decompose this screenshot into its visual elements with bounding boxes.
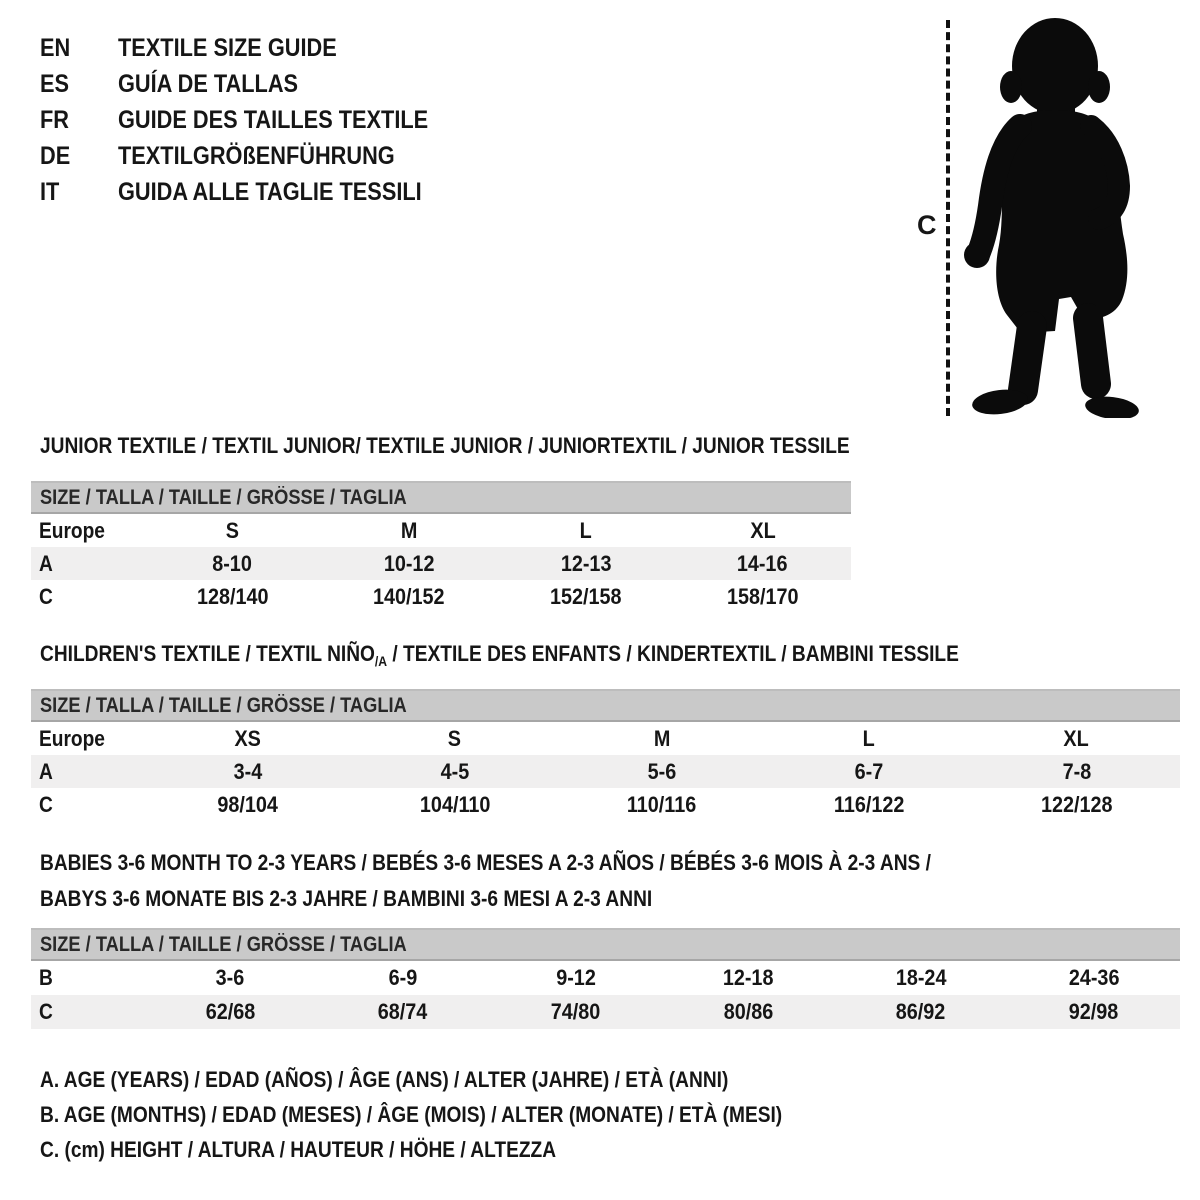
height-range-cell: 104/110: [419, 791, 491, 817]
age-range-cell: 3-4: [233, 758, 262, 784]
junior-size-header-bar: [31, 481, 851, 514]
age-range-cell: 12-13: [560, 550, 612, 576]
children-size-header-bar: [31, 689, 1180, 722]
children-title-suffix: / TEXTILE DES ENFANTS / KINDERTEXTIL / BAMBINI TESSILE: [387, 641, 959, 666]
age-range-cell: 4-5: [440, 758, 470, 784]
measure-legend: [40, 1062, 893, 1167]
height-range-cell: 140/152: [373, 583, 445, 609]
babies-section-title: [40, 845, 1064, 917]
row-label: A: [39, 758, 53, 784]
language-row: [40, 174, 475, 210]
children-row-height: [31, 788, 1180, 821]
height-range-cell: 152/158: [550, 583, 622, 609]
height-range-cell: 86/92: [896, 999, 946, 1024]
junior-columns-row: [31, 514, 851, 547]
junior-row-age: [31, 547, 851, 580]
children-columns-row: [31, 722, 1180, 755]
region-label: Europe: [39, 725, 105, 751]
babies-row-months: [31, 961, 1180, 995]
babies-size-header-bar: [31, 928, 1180, 961]
age-range-cell: 12-18: [723, 965, 774, 990]
language-row: [40, 138, 475, 174]
language-code: EN: [40, 33, 71, 62]
size-column-header: L: [863, 725, 876, 751]
size-column-header: M: [400, 517, 418, 543]
age-range-cell: 10-12: [383, 550, 435, 576]
age-range-cell: 7-8: [1062, 758, 1091, 784]
babies-title-line1: BABIES 3-6 MONTH TO 2-3 YEARS / BEBÉS 3-6 MESES A 2-3 AÑOS / BÉBÉS 3-6 MOIS À 2-3 ANS /: [40, 850, 931, 875]
language-title: TEXTILE SIZE GUIDE: [118, 33, 337, 62]
size-header-label: SIZE / TALLA / TAILLE / GRÖSSE / TAGLIA: [40, 694, 407, 717]
language-row: [40, 30, 475, 66]
junior-size-table: [31, 481, 851, 613]
language-row: [40, 102, 475, 138]
language-title-block: [40, 30, 475, 210]
language-code: ES: [40, 69, 70, 98]
junior-row-height: [31, 580, 851, 613]
height-range-cell: 98/104: [217, 791, 278, 817]
size-column-header: M: [653, 725, 671, 751]
height-range-cell: 158/170: [726, 583, 799, 609]
legend-line-b: B. AGE (MONTHS) / EDAD (MESES) / ÂGE (MOIS) / ALTER (MONATE) / ETÀ (MESI): [40, 1102, 783, 1127]
row-label: C: [39, 583, 53, 609]
children-row-age: [31, 755, 1180, 788]
height-range-cell: 116/122: [833, 791, 905, 817]
row-label: C: [39, 791, 53, 817]
language-title: GUIDE DES TAILLES TEXTILE: [118, 105, 429, 134]
size-column-header: XL: [1063, 725, 1090, 751]
size-column-header: S: [448, 725, 462, 751]
age-range-cell: 3-6: [216, 965, 245, 990]
language-row: [40, 66, 475, 102]
language-title: TEXTILGRÖßENFÜHRUNG: [118, 141, 395, 170]
height-range-cell: 110/116: [627, 791, 697, 817]
size-header-label: SIZE / TALLA / TAILLE / GRÖSSE / TAGLIA: [40, 933, 407, 956]
height-range-cell: 74/80: [550, 999, 601, 1024]
legend-line-a: A. AGE (YEARS) / EDAD (AÑOS) / ÂGE (ANS) / ALTER (JAHRE) / ETÀ (ANNI): [40, 1067, 729, 1092]
children-title-prefix: CHILDREN'S TEXTILE / TEXTIL NIÑO: [40, 641, 375, 666]
age-range-cell: 18-24: [895, 965, 947, 990]
toddler-silhouette-icon: [960, 12, 1160, 418]
size-column-header: L: [579, 517, 592, 543]
age-range-cell: 24-36: [1068, 965, 1120, 990]
height-range-cell: 80/86: [723, 999, 774, 1024]
language-code: IT: [40, 177, 60, 206]
babies-title-line2: BABYS 3-6 MONATE BIS 2-3 JAHRE / BAMBINI 3-6 MESI A 2-3 ANNI: [40, 886, 653, 911]
babies-size-table: [31, 928, 1180, 1029]
language-title: GUÍA DE TALLAS: [118, 69, 299, 98]
height-measure-line-icon: [946, 20, 950, 416]
height-range-cell: 92/98: [1068, 999, 1119, 1024]
children-title-subscript: /A: [374, 653, 388, 669]
size-header-label: SIZE / TALLA / TAILLE / GRÖSSE / TAGLIA: [40, 486, 407, 509]
height-range-cell: 122/128: [1040, 791, 1113, 817]
size-column-header: S: [225, 517, 239, 543]
language-title: GUIDA ALLE TAGLIE TESSILI: [118, 177, 422, 206]
legend-line-c: C. (cm) HEIGHT / ALTURA / HAUTEUR / HÖHE / ALTEZZA: [40, 1137, 557, 1162]
height-measure-label: C: [917, 210, 937, 240]
height-range-cell: 62/68: [205, 999, 256, 1024]
age-range-cell: 6-7: [854, 758, 884, 784]
height-range-cell: 68/74: [378, 999, 428, 1024]
age-range-cell: 14-16: [737, 550, 788, 576]
height-range-cell: 128/140: [196, 583, 269, 609]
language-code: FR: [40, 105, 69, 134]
size-column-header: XL: [749, 517, 776, 543]
age-range-cell: 6-9: [388, 965, 418, 990]
babies-row-height: [31, 995, 1180, 1029]
language-code: DE: [40, 141, 71, 170]
age-range-cell: 9-12: [555, 965, 596, 990]
size-column-header: XS: [234, 725, 261, 751]
row-label: B: [39, 965, 53, 990]
row-label: C: [39, 999, 53, 1024]
age-range-cell: 8-10: [212, 550, 253, 576]
junior-section-title: JUNIOR TEXTILE / TEXTIL JUNIOR/ TEXTILE JUNIOR / JUNIORTEXTIL / JUNIOR TESSILE: [40, 433, 850, 458]
age-range-cell: 5-6: [647, 758, 677, 784]
children-section-title: [40, 641, 959, 669]
row-label: A: [39, 550, 53, 576]
height-reference-figure: [915, 10, 1200, 422]
children-size-table: [31, 689, 1180, 821]
region-label: Europe: [39, 517, 105, 543]
